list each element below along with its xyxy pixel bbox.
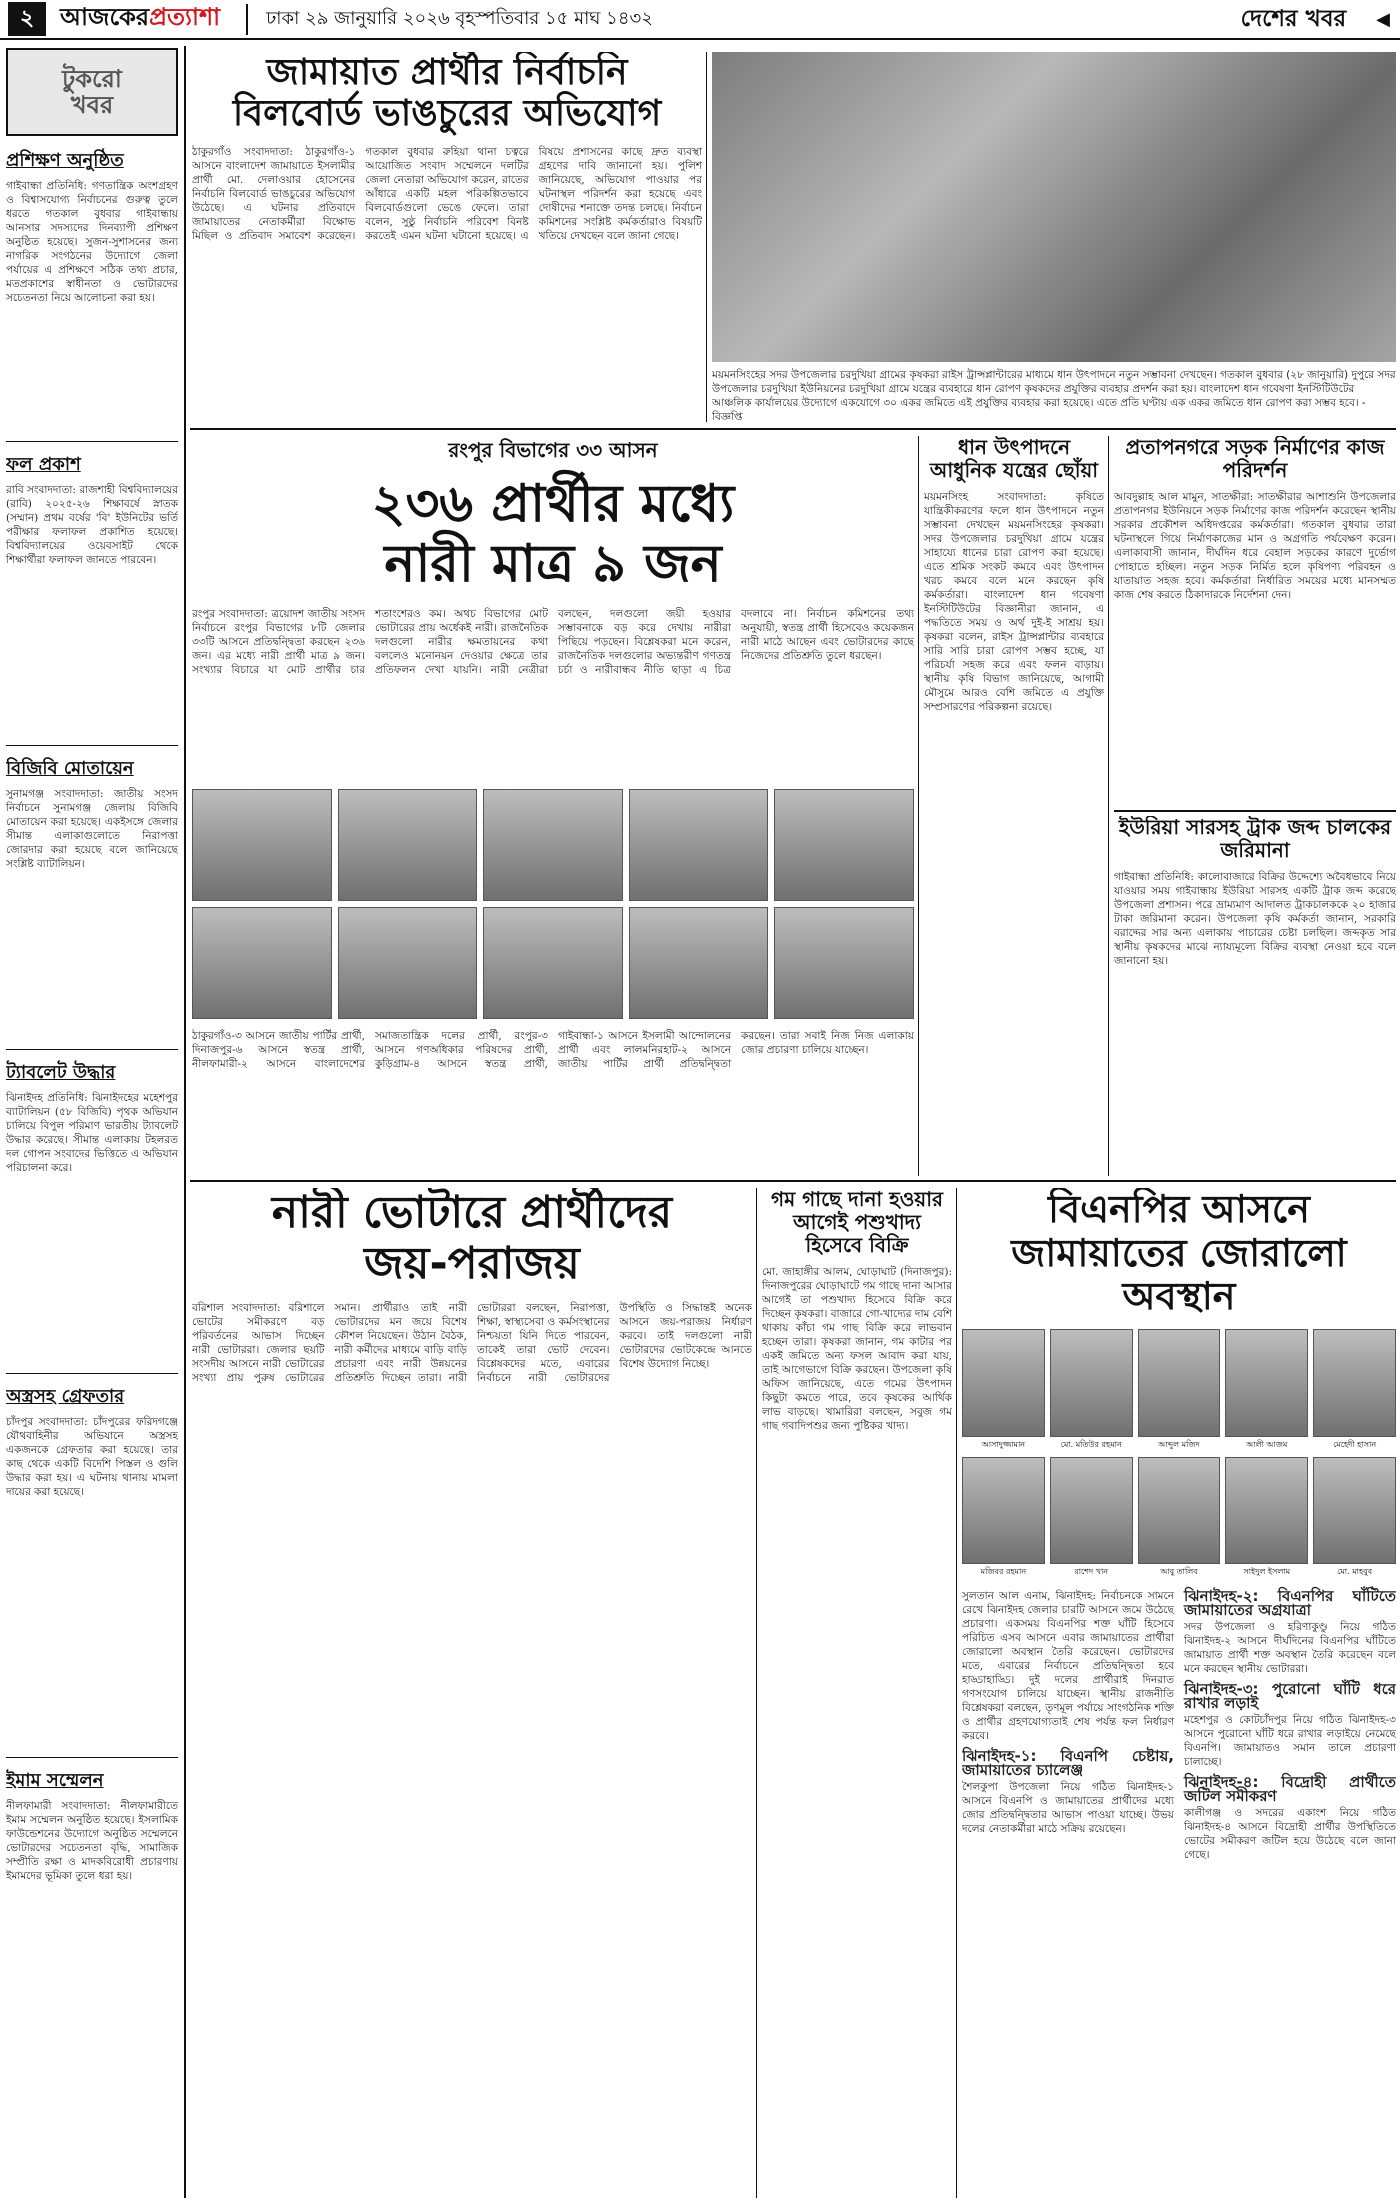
lead-headline-line1: জামায়াত প্রার্থীর নির্বাচনি (266, 52, 628, 93)
road-story (1114, 436, 1396, 806)
candidate-name: আসাদুজ্জামান (981, 1439, 1026, 1449)
candidate-card (1050, 1329, 1133, 1452)
urea-body: গাইবান্ধা প্রতিনিধি: কালোবাজারে বিক্রির উদ্দেশ্যে অবৈধভাবে নিয়ে যাওয়ার সময় গাইবান্ধায় ইউরিয়া সারসহ একটি ট্রাক জব্দ করেছে উপজেলা প্রশাসন। পরে ভ্রাম্যমাণ আদালত ট্রাকচালককে ২০ হাজার টাকা জরিমানা করেন। উপজেলা কৃষি কর্মকর্তা জানান, সরকারি বরাদ্দের সার অন্য এলাকায় পাচারের চেষ্টা চলছিল। জব্দকৃত সার স্থানীয় কৃষকদের মাঝে ন্যায্যমূল্যে বিক্রির ব্যবস্থা নেওয়া হবে বলে জানানো হয়। (1114, 871, 1396, 967)
candidate-photo (774, 907, 914, 1019)
brand-prefix: আজকের (60, 3, 150, 31)
candidate-photo (1225, 1457, 1308, 1565)
bnp-jamaat-story (962, 1188, 1396, 2198)
candidate-photo-grid (192, 789, 914, 1019)
sidebar-item-title: ফল প্রকাশ (6, 454, 81, 475)
sidebar-item (6, 1762, 178, 2092)
bnp-body-intro: সুলতান আল এনাম, ঝিনাইদহ: নির্বাচনকে সামনে রেখে ঝিনাইদহ জেলার চারটি আসনে জমে উঠেছে প্রচারণা। একসময় বিএনপির শক্ত ঘাঁটি হিসেবে পরিচিত এসব আসনে এবার জামায়াতের প্রার্থীরা জোরালো অবস্থান তৈরি করেছেন। ভোটারদের মতে, এবারের নির্বাচনে প্রতিদ্বন্দ্বিতা হবে হাড্ডাহাড্ডি। দুই দলের প্রার্থীরাই দিনরাত গণসংযোগ চালিয়ে যাচ্ছেন। স্থানীয় রাজনীতি বিশ্লেষকরা বলছেন, তৃণমূল পর্যায়ে সাংগঠনিক শক্তি ও প্রার্থীর গ্রহণযোগ্যতাই শেষ পর্যন্ত ফল নির্ধারণ করবে। (962, 1590, 1174, 1743)
candidate-photo (1138, 1329, 1221, 1437)
candidate-photo (629, 907, 769, 1019)
sidebar-item (6, 1378, 178, 1758)
candidate-photo (1050, 1329, 1133, 1437)
candidate-photo (629, 789, 769, 901)
brand-accent: প্রত্যাশা (149, 3, 221, 31)
bnp-body (962, 1589, 1396, 2149)
candidate-name: আলী আজম (1246, 1439, 1288, 1449)
candidate-photo-grid (962, 1329, 1396, 1579)
voters-headline (192, 1188, 752, 1289)
date-line: ঢাকা ২৯ জানুয়ারি ২০২৬ বৃহস্পতিবার ১৫ মাঘ ১৪৩২ (246, 4, 653, 35)
sidebar-item-text: চাঁদপুর সংবাদদাতা: চাঁদপুরের ফরিদগঞ্জে যৌথবাহিনীর অভিযানে অস্ত্রসহ একজনকে গ্রেফতার করা হয়েছে। তার কাছ থেকে একটি বিদেশি পিস্তল ও গুলি উদ্ধার করা হয়। এ ঘটনায় থানায় মামলা দায়ের করা হয়েছে। (6, 1416, 178, 1498)
arrow-icon: ◀ (1376, 8, 1390, 30)
candidate-card (1225, 1329, 1308, 1452)
masthead (0, 0, 1400, 40)
sidebar-logo-line1: টুকরো (62, 64, 122, 93)
candidate-photo (1138, 1457, 1221, 1565)
candidate-photo (962, 1457, 1045, 1565)
women-headline-line1: ২৩৬ প্রার্থীর মধ্যে (371, 474, 735, 534)
sidebar-item-title: ট্যাবলেট উদ্ধার (6, 1062, 116, 1083)
candidate-photo (338, 789, 478, 901)
urea-headline: ইউরিয়া সারসহ ট্রাক জব্দ চালকের জরিমানা (1118, 816, 1392, 862)
candidate-photo (774, 789, 914, 901)
women-body-continued: ঠাকুরগাঁও-৩ আসনে জাতীয় পার্টির প্রার্থী, দিনাজপুর-৬ আসনে স্বতন্ত্র প্রার্থী, নীলফামারী-২ আসনে বাংলাদেশের সমাজতান্ত্রিক দলের প্রার্থী, রংপুর-৩ আসনে গণঅধিকার পরিষদের প্রার্থী, কুড়িগ্রাম-৪ আসনে স্বতন্ত্র প্রার্থী, গাইবান্ধা-১ আসনে ইসলামী আন্দোলনের প্রার্থী এবং লালমনিরহাট-২ আসনে জাতীয় পার্টির প্রার্থী প্রতিদ্বন্দ্বিতা করছেন। তারা সবাই নিজ নিজ এলাকায় জোর প্রচারণা চালিয়ে যাচ্ছেন। (192, 1029, 914, 1070)
urea-story (1114, 816, 1396, 1176)
women-kicker: রংপুর বিভাগের ৩৩ আসন (448, 438, 658, 462)
lead-body: ঠাকুরগাঁও সংবাদদাতা: ঠাকুরগাঁও-১ আসনে বাংলাদেশ জামায়াতে ইসলামীর প্রার্থী মো. দেলাওয়ার হোসেনের নির্বাচনি বিলবোর্ড ভাঙচুরের অভিযোগ উঠেছে। এ ঘটনার প্রতিবাদে জামায়াতের নেতাকর্মীরা বিক্ষোভ মিছিল ও প্রতিবাদ সমাবেশ করেছেন। গতকাল বুধবার রুহিয়া থানা চত্বরে আয়োজিত সংবাদ সম্মেলনে দলটির জেলা নেতারা অভিযোগ করেন, রাতের আঁধারে একটি মহল পরিকল্পিতভাবে বিলবোর্ডগুলো ভেঙে ফেলে। তারা বলেন, সুষ্ঠু নির্বাচনি পরিবেশ বিনষ্ট করতেই এমন ঘটনা ঘটানো হয়েছে। এ বিষয়ে প্রশাসনের কাছে দ্রুত ব্যবস্থা গ্রহণের দাবি জানানো হয়। পুলিশ জানিয়েছে, অভিযোগ পাওয়ার পর ঘটনাস্থল পরিদর্শন করা হয়েছে এবং দোষীদের শনাক্তে তদন্ত চলছে। নির্বাচন কমিশনের সংশ্লিষ্ট কর্মকর্তারাও বিষয়টি খতিয়ে দেখছেন বলে জানা গেছে। (192, 145, 702, 242)
candidate-photo (192, 789, 332, 901)
fodder-body: মো. জাহাঙ্গীর আলম, ঘোড়াঘাট (দিনাজপুর): দিনাজপুরের ঘোড়াঘাটে গম গাছে দানা আসার আগেই তা পশুখাদ্য হিসেবে বিক্রি করে দিচ্ছেন কৃষকরা। বাজারে গো-খাদ্যের দাম বেশি থাকায় কাঁচা গম গাছ বিক্রি করে লাভবান হচ্ছেন তারা। কৃষকরা জানান, গম কাটার পর একই জমিতে অন্য ফসল আবাদ করা যায়, তাই আগেভাগে বিক্রি করছেন। উপজেলা কৃষি অফিস জানিয়েছে, এতে গমের উৎপাদন কিছুটা কমতে পারে, তবে কৃষকের আর্থিক লাভ বাড়ছে। খামারিরা বলছেন, সবুজ গম গাছ গবাদিপশুর জন্য পুষ্টিকর খাদ্য। (762, 1266, 952, 1432)
bnp-subhead-4: ঝিনাইদহ-৪: বিদ্রোহী প্রার্থীতে জটিল সমীকরণ (1184, 1773, 1396, 1806)
sidebar-item (6, 750, 178, 1050)
page-number: ২ (8, 2, 46, 36)
sidebar-item (6, 446, 178, 746)
bnp-subhead-2: ঝিনাইদহ-২: বিএনপির ঘাঁটিতে জামায়াতের অগ্রযাত্রা (1184, 1587, 1396, 1620)
sidebar-item-text: রাবি সংবাদদাতা: রাজশাহী বিশ্ববিদ্যালয়ের (রাবি) ২০২৫-২৬ শিক্ষাবর্ষে স্নাতক (সম্মান) প্রথম বর্ষের 'বি' ইউনিটের ভর্তি পরীক্ষার ফলাফল প্রকাশিত হয়েছে। বিশ্ববিদ্যালয়ের ওয়েবসাইট থেকে শিক্ষার্থীরা ফলাফল জানতে পারবেন। (6, 484, 178, 566)
candidate-name: রাশেদ খান (1074, 1567, 1109, 1577)
candidate-photo (483, 907, 623, 1019)
candidate-card (1050, 1457, 1133, 1580)
section-title: দেশের খবর (1240, 5, 1347, 32)
sidebar-item (6, 142, 178, 442)
paddy-headline: ধান উৎপাদনে আধুনিক যন্ত্রের ছোঁয়া (929, 436, 1099, 482)
sidebar-logo (6, 48, 178, 136)
sidebar-item-text: গাইবান্ধা প্রতিনিধি: গণতান্ত্রিক অংশগ্রহণ ও বিশ্বাসযোগ্য নির্বাচনের গুরুত্ব তুলে ধরতে গতকাল বুধবার গাইবান্ধায় আনসার সদস্যদের দিনব্যাপী প্রশিক্ষণ অনুষ্ঠিত হয়েছে। সুজন-সুশাসনের জন্য নাগরিক সংগঠনের উদ্যোগে জেলা পর্যায়ের এ প্রশিক্ষণে সঠিক তথ্য প্রচার, মতপ্রকাশের স্বাধীনতা ও ভোটারদের সচেতনতা নিয়ে আলোচনা করা হয়। (6, 180, 178, 304)
women-candidates-story (192, 436, 914, 1176)
candidate-name: মেহেদী হাসান (1333, 1439, 1377, 1449)
candidate-card (1225, 1457, 1308, 1580)
sidebar-item-text: নীলফামারী সংবাদদাতা: নীলফামারীতে ইমাম সম্মেলন অনুষ্ঠিত হয়েছে। ইসলামিক ফাউন্ডেশনের উদ্যোগে অনুষ্ঠিত সম্মেলনে ভোটারদের সচেতনতা বৃদ্ধি, সামাজিক সম্প্রীতি রক্ষা ও মাদকবিরোধী প্রচারণায় ইমামদের ভূমিকা তুলে ধরা হয়। (6, 1800, 178, 1882)
lead-story (192, 52, 702, 422)
candidate-name: আবু তালিব (1160, 1567, 1198, 1577)
women-body: রংপুর সংবাদদাতা: ত্রয়োদশ জাতীয় সংসদ নির্বাচনে রংপুর বিভাগের ৮টি জেলার ৩৩টি আসনে প্রতিদ্বন্দ্বিতা করছেন ২৩৬ জন। এর মধ্যে নারী প্রার্থী মাত্র ৯ জন। সংখ্যার বিচারে যা মোট প্রার্থীর চার শতাংশেরও কম। অথচ বিভাগের মোট ভোটারের প্রায় অর্ধেকই নারী। রাজনৈতিক দলগুলো নারীর ক্ষমতায়নের কথা বললেও মনোনয়ন দেওয়ার ক্ষেত্রে তার প্রতিফলন দেখা যায়নি। নারী নেত্রীরা বলছেন, দলগুলো জয়ী হওয়ার সম্ভাবনাকে বড় করে দেখায় নারীরা পিছিয়ে পড়ছেন। বিশ্লেষকরা মনে করেন, রাজনৈতিক দলগুলোর অভ্যন্তরীণ গণতন্ত্র চর্চা ও নারীবান্ধব নীতি ছাড়া এ চিত্র বদলাবে না। নির্বাচন কমিশনের তথ্য অনুযায়ী, স্বতন্ত্র প্রার্থী হিসেবেও কয়েকজন নারী মাঠে আছেন এবং ভোটারদের কাছে নিজেদের প্রতিশ্রুতি তুলে ধরছেন। (192, 607, 914, 676)
candidate-name: মো. মতিউর রহমান (1060, 1439, 1122, 1449)
sidebar-item-title: বিজিবি মোতায়েন (6, 758, 134, 779)
bnp-subtext-4: কালীগঞ্জ ও সদরের একাংশ নিয়ে গঠিত ঝিনাইদহ-৪ আসনে বিদ্রোহী প্রার্থীর উপস্থিতিতে ভোটের সমীকরণ জটিল হয়ে উঠেছে বলে জানা গেছে। (1184, 1807, 1396, 1862)
candidate-card (1138, 1329, 1221, 1452)
bnp-headline-line1: বিএনপির আসনে (1048, 1188, 1310, 1231)
sidebar-news (6, 48, 178, 2198)
road-body: আবদুল্লাহ আল মামুন, সাতক্ষীরা: সাতক্ষীরার আশাশুনি উপজেলার প্রতাপনগর ইউনিয়নে সড়ক নির্মাণের কাজ পরিদর্শন করেছেন স্থানীয় সরকার প্রকৌশল অধিদপ্তরের কর্মকর্তারা। গতকাল বুধবার তারা ঘটনাস্থলে গিয়ে নির্মাণকাজের মান ও অগ্রগতি পর্যবেক্ষণ করেন। এলাকাবাসী জানান, দীর্ঘদিন ধরে বেহাল সড়কের কারণে দুর্ভোগ পোহাতে হচ্ছিল। নতুন সড়ক নির্মিত হলে কৃষিপণ্য পরিবহন ও যাতায়াত সহজ হবে। কর্মকর্তারা নির্ধারিত সময়ের মধ্যে মানসম্মত কাজ শেষ করতে ঠিকাদারকে নির্দেশনা দেন। (1114, 491, 1396, 601)
sidebar-item-text: সুনামগঞ্জ সংবাদদাতা: জাতীয় সংসদ নির্বাচনে সুনামগঞ্জ জেলায় বিজিবি মোতায়েন করা হয়েছে। একইসঙ্গে জেলার সীমান্ত এলাকাগুলোতে নিরাপত্তা জোরদার করা হয়েছে বলে জানিয়েছে সংশ্লিষ্ট ব্যাটালিয়ন। (6, 788, 178, 870)
bnp-subtext-2: সদর উপজেলা ও হরিণাকুণ্ডু নিয়ে গঠিত ঝিনাইদহ-২ আসনে দীর্ঘদিনের বিএনপির ঘাঁটিতে জামায়াত প্রার্থী শক্ত অবস্থান তৈরি করেছেন বলে মনে করছেন স্থানীয় ভোটাররা। (1184, 1621, 1396, 1676)
paddy-story (924, 436, 1104, 1176)
candidate-name: মজিবর রহমান (980, 1567, 1027, 1577)
candidate-card (1138, 1457, 1221, 1580)
sidebar-item-title: প্রশিক্ষণ অনুষ্ঠিত (6, 150, 124, 171)
candidate-photo (1225, 1329, 1308, 1437)
women-headline (192, 475, 914, 595)
brand-logo (60, 0, 220, 39)
voters-headline-line2: জয়-পরাজয় (364, 1237, 580, 1289)
women-headline-line2: নারী মাত্র ৯ জন (384, 533, 722, 594)
candidate-card (962, 1329, 1045, 1452)
bnp-subtext-3: মহেশপুর ও কোটচাঁদপুর নিয়ে গঠিত ঝিনাইদহ-৩ আসনে পুরোনো ঘাঁটি ধরে রাখার লড়াইয়ে নেমেছে বিএনপি। জামায়াতও সমান তালে প্রচারণা চালাচ্ছে। (1184, 1714, 1396, 1769)
candidate-name: মো. মাহবুব (1337, 1567, 1373, 1577)
candidate-name: আব্দুল মজিদ (1158, 1439, 1200, 1449)
sidebar-item (6, 1054, 178, 1374)
candidate-photo (192, 907, 332, 1019)
candidate-photo (962, 1329, 1045, 1437)
bnp-headline-line3: অবস্থান (1122, 1274, 1236, 1319)
candidate-photo (338, 907, 478, 1019)
fodder-story (762, 1188, 952, 2198)
candidate-card (962, 1457, 1045, 1580)
photo-caption: ময়মনসিংহের সদর উপজেলার চরদুখিয়া গ্রামের কৃষকরা রাইস ট্রান্সপ্লান্টারের মাধ্যমে ধান উৎপাদনে নতুন সম্ভাবনা দেখছেন। গতকাল বুধবার (২৮ জানুয়ারি) দুপুরে সদর উপজেলার চরদুখিয়া ইউনিয়নের চরদুখিয়া গ্রামে যন্ত্রের ব্যবহারে ধান রোপণ কৃষকদের প্রযুক্তির ব্যবহার প্রদর্শন করা হয়। বাংলাদেশ ধান গবেষণা ইনস্টিটিউটের আঞ্চলিক কার্যালয়ের উদ্যোগে একযোগে ৩০ একর জমিতে এই প্রযুক্তির ব্যবহার করা হয়েছে। এতে প্রতি ঘণ্টায় এক একর জমিতে ধান রোপণ করা সম্ভব হবে। - বিজ্ঞপ্তি (712, 369, 1396, 423)
lead-headline-line2: বিলবোর্ড ভাঙচুরের অভিযোগ (232, 93, 662, 135)
candidate-photo (1313, 1329, 1396, 1437)
voters-body: বরিশাল সংবাদদাতা: বরিশালে ভোটের সমীকরণে বড় পরিবর্তনের আভাস দিচ্ছেন নারী ভোটাররা। জেলার ছয়টি সংসদীয় আসনে নারী ভোটারের সংখ্যা প্রায় পুরুষ ভোটারের সমান। প্রার্থীরাও তাই নারী ভোটারদের মন জয়ে বিশেষ কৌশল নিয়েছেন। উঠান বৈঠক, নারী কর্মীদের মাধ্যমে বাড়ি বাড়ি প্রচারণা এবং নারী উন্নয়নের প্রতিশ্রুতি দিচ্ছেন তারা। নারী ভোটাররা বলছেন, নিরাপত্তা, শিক্ষা, স্বাস্থ্যসেবা ও কর্মসংস্থানের নিশ্চয়তা যিনি দিতে পারবেন, তাকেই তারা ভোট দেবেন। বিশ্লেষকদের মতে, এবারের নির্বাচনে নারী ভোটারদের উপস্থিতি ও সিদ্ধান্তই অনেক আসনে জয়-পরাজয় নির্ধারণ করবে। তাই দলগুলো নারী ভোটারদের ভোটকেন্দ্রে আনতে বিশেষ উদ্যোগ নিচ্ছে। (192, 1302, 752, 1385)
bnp-subhead-3: ঝিনাইদহ-৩: পুরোনো ঘাঁটি ধরে রাখার লড়াই (1184, 1680, 1396, 1713)
candidate-name: সাইদুল ইসলাম (1243, 1567, 1291, 1577)
sidebar-item-text: ঝিনাইদহ প্রতিনিধি: ঝিনাইদহের মহেশপুর ব্যাটালিয়ন (৫৮ বিজিবি) পৃথক অভিযান চালিয়ে বিপুল পরিমাণ ভারতীয় ট্যাবলেট উদ্ধার করেছে। সীমান্ত এলাকায় টহলরত দল গোপন সংবাদের ভিত্তিতে এ অভিযান পরিচালনা করে। (6, 1092, 178, 1174)
sidebar-item-title: অস্ত্রসহ গ্রেফতার (6, 1386, 125, 1407)
lead-headline (192, 52, 702, 135)
candidate-photo (483, 789, 623, 901)
sidebar-logo-line2: খবর (70, 91, 114, 119)
paddy-body: ময়মনসিংহ সংবাদদাতা: কৃষিতে যান্ত্রিকীকরণের ফলে ধান উৎপাদনে নতুন সম্ভাবনা দেখছেন ময়মনসিংহের কৃষকরা। সদর উপজেলার চরদুখিয়া গ্রামে যন্ত্রের সাহায্যে ধানের চারা রোপণ করা হয়েছে। এতে শ্রমিক সংকট কমবে এবং উৎপাদন খরচ কমবে বলে মনে করছেন কৃষি কর্মকর্তারা। বাংলাদেশ ধান গবেষণা ইনস্টিটিউটের বিজ্ঞানীরা জানান, এ পদ্ধতিতে সময় ও অর্থ দুই-ই সাশ্রয় হয়। কৃষকরা বলেন, রাইস ট্রান্সপ্লান্টার ব্যবহারে সারি সারি চারা রোপণ সম্ভব হচ্ছে, যা পরিচর্যা সহজ করে এবং ফলন বাড়ায়। স্থানীয় কৃষি বিভাগ জানিয়েছে, আগামী মৌসুমে আরও বেশি জমিতে এ প্রযুক্তি সম্প্রসারণের পরিকল্পনা রয়েছে। (924, 491, 1104, 713)
bnp-subhead-1: ঝিনাইদহ-১: বিএনপি চেষ্টায়, জামায়াতের চ্যালেঞ্জ (962, 1747, 1174, 1780)
female-voters-story (192, 1188, 752, 2198)
bnp-headline (962, 1188, 1396, 1319)
candidate-card (1313, 1457, 1396, 1580)
fodder-headline: গম গাছে দানা হওয়ার আগেই পশুখাদ্য হিসেবে বিক্রি (770, 1188, 944, 1257)
sidebar-item-title: ইমাম সম্মেলন (6, 1770, 104, 1791)
voters-headline-line1: নারী ভোটারে প্রার্থীদের (271, 1188, 673, 1238)
bnp-headline-line2: জামায়াতের জোরালো (1011, 1230, 1347, 1275)
candidate-photo (1050, 1457, 1133, 1565)
candidate-card (1313, 1329, 1396, 1452)
road-headline: প্রতাপনগরে সড়ক নির্মাণের কাজ পরিদর্শন (1125, 436, 1385, 482)
field-demonstration-photo (712, 52, 1396, 362)
candidate-photo (1313, 1457, 1396, 1565)
bnp-subtext-1: শৈলকুপা উপজেলা নিয়ে গঠিত ঝিনাইদহ-১ আসনে বিএনপি ও জামায়াতের প্রার্থীদের মধ্যে জোর প্রতিদ্বন্দ্বিতার আভাস পাওয়া যাচ্ছে। উভয় দলের নেতাকর্মীরা মাঠে সক্রিয় রয়েছেন। (962, 1781, 1174, 1836)
